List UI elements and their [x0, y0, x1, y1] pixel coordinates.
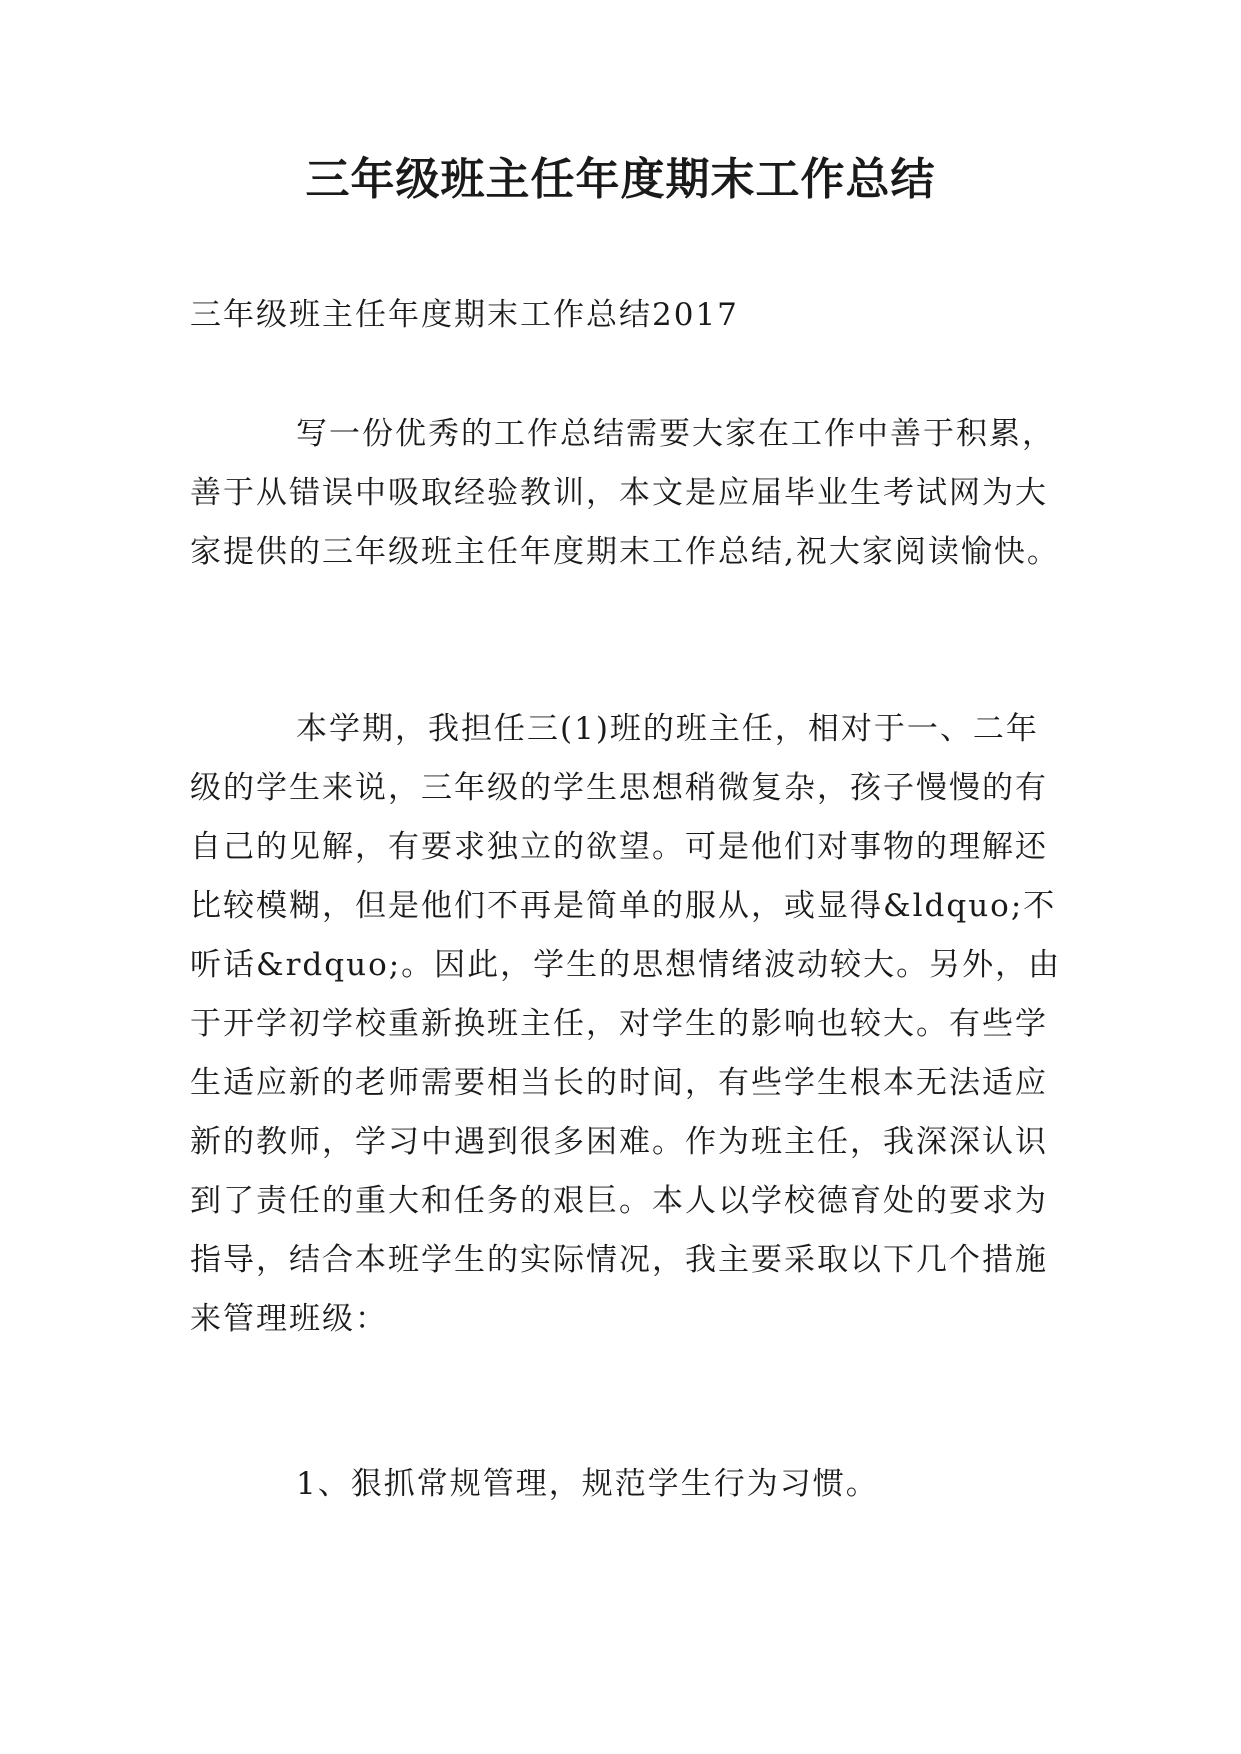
list-item-text: 1、狠抓常规管理，规范学生行为习惯。 [296, 1466, 879, 1502]
paragraph-line: 写一份优秀的工作总结需要大家在工作中善于积累， [296, 416, 1055, 452]
intro-paragraph [190, 405, 1060, 582]
paragraph-line: 新的教师，学习中遇到很多困难。作为班主任，我深深认识 [190, 1124, 1048, 1160]
document-subtitle: 三年级班主任年度期末工作总结2017 [190, 297, 739, 333]
paragraph-line: 自己的见解，有要求独立的欲望。可是他们对事物的理解还 [190, 829, 1048, 865]
body-paragraph [190, 700, 1061, 1349]
list-item-heading [190, 1455, 879, 1514]
paragraph-line: 级的学生来说，三年级的学生思想稍微复杂，孩子慢慢的有 [190, 770, 1048, 806]
paragraph-line: 生适应新的老师需要相当长的时间，有些学生根本无法适应 [190, 1065, 1048, 1101]
paragraph-line: 指导，结合本班学生的实际情况，我主要采取以下几个措施 [190, 1242, 1048, 1278]
document-title: 三年级班主任年度期末工作总结 [305, 154, 936, 205]
paragraph-line: 比较模糊，但是他们不再是简单的服从，或显得&ldquo;不 [190, 888, 1057, 924]
paragraph-line: 家提供的三年级班主任年度期末工作总结,祝大家阅读愉快。 [190, 534, 1060, 570]
paragraph-line: 本学期，我担任三(1)班的班主任，相对于一、二年 [296, 711, 1039, 747]
paragraph-line: 善于从错误中吸取经验教训，本文是应届毕业生考试网为大 [190, 475, 1048, 511]
paragraph-line: 来管理班级： [190, 1301, 388, 1337]
paragraph-line: 到了责任的重大和任务的艰巨。本人以学校德育处的要求为 [190, 1183, 1048, 1219]
paragraph-line: 听话&rdquo;。因此，学生的思想情绪波动较大。另外，由 [190, 947, 1062, 983]
paragraph-line: 于开学初学校重新换班主任，对学生的影响也较大。有些学 [190, 1006, 1048, 1042]
